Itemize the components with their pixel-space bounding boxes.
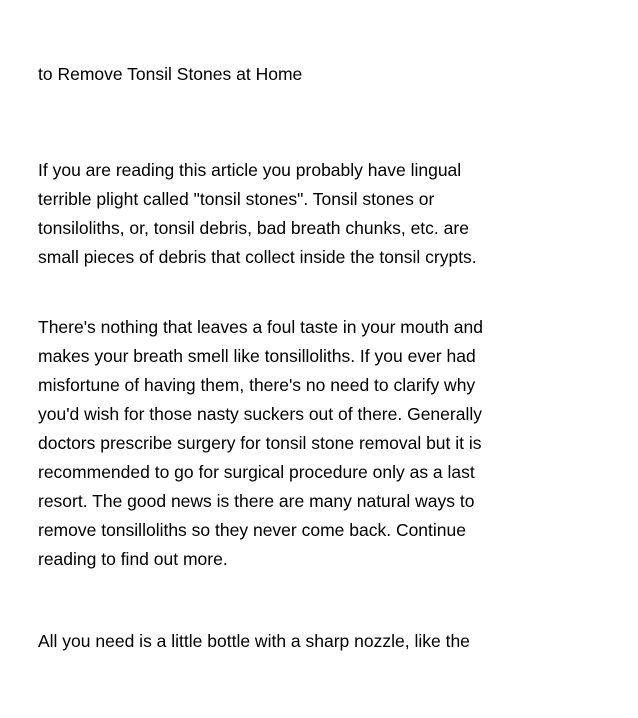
paragraph-line: makes your breath smell like tonsilloliths. If you ever had (38, 346, 476, 366)
paragraph-line: reading to find out more. (38, 549, 228, 569)
paragraph-instructions (38, 627, 598, 656)
paragraph-line: resort. The good news is there are many natural ways to (38, 491, 475, 511)
paragraph-line: All you need is a little bottle with a sharp nozzle, like the (38, 631, 470, 651)
paragraph-line: tonsiloliths, or, tonsil debris, bad breath chunks, etc. are (38, 218, 469, 238)
paragraph-line: recommended to go for surgical procedure only as a last (38, 462, 475, 482)
paragraph-line: small pieces of debris that collect inside the tonsil crypts. (38, 247, 477, 267)
paragraph-line: remove tonsilloliths so they never come back. Continue (38, 520, 466, 540)
title-line: to Remove Tonsil Stones at Home (38, 64, 303, 84)
paragraph-line: If you are reading this article you probably have lingual (38, 160, 462, 180)
document-title (38, 60, 598, 89)
paragraph-line: terrible plight called "tonsil stones". Tonsil stones or (38, 189, 435, 209)
paragraph-body (38, 313, 598, 574)
paragraph-line: doctors prescribe surgery for tonsil stone removal but it is (38, 433, 482, 453)
paragraph-line: misfortune of having them, there's no need to clarify why (38, 375, 476, 395)
paragraph-line: you'd wish for those nasty suckers out of there. Generally (38, 404, 482, 424)
paragraph-line: There's nothing that leaves a foul taste in your mouth and (38, 317, 484, 337)
paragraph-intro (38, 156, 598, 272)
